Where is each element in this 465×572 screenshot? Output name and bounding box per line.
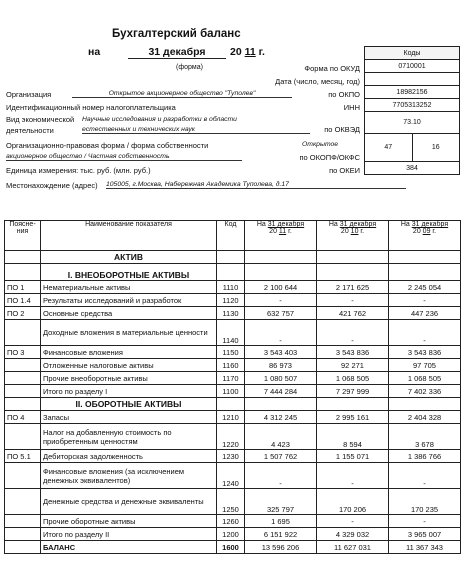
row-code: 1140 — [217, 320, 245, 346]
row-code: 1600 — [217, 541, 245, 554]
table-row — [5, 541, 461, 554]
opf-value-2: акционерное общество / Частная собственность — [6, 153, 242, 161]
table-row — [5, 359, 461, 372]
table-row — [5, 450, 461, 463]
row-value-2009: 447 236 — [389, 307, 461, 320]
section-1-heading: I. ВНЕОБОРОТНЫЕ АКТИВЫ — [41, 264, 217, 281]
row-value-2009: 2 404 328 — [389, 411, 461, 424]
row-code: 1150 — [217, 346, 245, 359]
row-note: ПО 3 — [5, 346, 41, 359]
row-value-2011: - — [245, 294, 317, 307]
row-name: Итого по разделу I — [41, 385, 217, 398]
table-row — [5, 463, 461, 489]
row-value-2010: 3 543 836 — [317, 346, 389, 359]
row-value-2009: 3 678 — [389, 424, 461, 450]
row-value-2010: - — [317, 463, 389, 489]
okopf-okfs-cell — [365, 134, 460, 162]
row-value-2011: 4 423 — [245, 424, 317, 450]
okved-label: по ОКВЭД — [324, 125, 360, 134]
row-code: 1200 — [217, 528, 245, 541]
row-note — [5, 359, 41, 372]
forma-caption: (форма) — [176, 64, 203, 71]
section-2-heading: II. ОБОРОТНЫЕ АКТИВЫ — [41, 398, 217, 411]
row-name: Доходные вложения в материальные ценности — [41, 320, 217, 346]
row-note: ПО 4 — [5, 411, 41, 424]
activity-value-1: Научные исследования и разработки в области — [82, 116, 237, 123]
row-value-2010: 2 995 161 — [317, 411, 389, 424]
table-row — [5, 489, 461, 515]
row-value-2010: 2 171 625 — [317, 281, 389, 294]
row-note — [5, 385, 41, 398]
date-label: Дата (число, месяц, год) — [275, 77, 360, 86]
row-note: ПО 1.4 — [5, 294, 41, 307]
okei-value: 384 — [365, 162, 460, 175]
row-value-2011: 3 543 403 — [245, 346, 317, 359]
codes-header: Коды — [365, 47, 460, 60]
address-value: 105005, г.Москва, Набережная Академика Туполева, д.17 — [106, 181, 406, 189]
row-code: 1250 — [217, 489, 245, 515]
row-code: 1160 — [217, 359, 245, 372]
row-code: 1130 — [217, 307, 245, 320]
table-row — [5, 424, 461, 450]
row-note — [5, 489, 41, 515]
row-name: Основные средства — [41, 307, 217, 320]
table-row — [5, 320, 461, 346]
row-value-2011: 1 695 — [245, 515, 317, 528]
okopf-value: 47 — [365, 134, 413, 161]
inn-label-right: ИНН — [343, 103, 360, 112]
date-prefix: на — [88, 46, 101, 58]
row-name: Денежные средства и денежные эквиваленты — [41, 489, 217, 515]
row-value-2011: 2 100 644 — [245, 281, 317, 294]
row-value-2009: 7 402 336 — [389, 385, 461, 398]
table-row — [5, 385, 461, 398]
okud-label: Форма по ОКУД — [304, 64, 360, 73]
row-value-2009: - — [389, 515, 461, 528]
address-label: Местонахождение (адрес) — [6, 181, 98, 190]
row-value-2010: - — [317, 294, 389, 307]
row-name: Налог на добавленную стоимость по приобретенным ценностям — [41, 424, 217, 450]
col-period-1: На 31 декабря 20 11 г. — [245, 221, 317, 251]
row-name: Прочие внеоборотные активы — [41, 372, 217, 385]
row-name: Отложенные налоговые активы — [41, 359, 217, 372]
row-value-2010: 421 762 — [317, 307, 389, 320]
table-row — [5, 307, 461, 320]
row-value-2011: 1 080 507 — [245, 372, 317, 385]
row-value-2009: 1 386 766 — [389, 450, 461, 463]
row-name: Прочие оборотные активы — [41, 515, 217, 528]
row-name: Дебиторская задолженность — [41, 450, 217, 463]
okpo-value: 18982156 — [365, 86, 460, 99]
row-value-2010: 1 155 071 — [317, 450, 389, 463]
row-code: 1170 — [217, 372, 245, 385]
okud-value: 0710001 — [365, 60, 460, 73]
org-label: Организация — [6, 90, 52, 99]
row-value-2009: 11 367 343 — [389, 541, 461, 554]
unit-label: Единица измерения: тыс. руб. (млн. руб.) — [6, 166, 151, 175]
row-value-2010: 170 206 — [317, 489, 389, 515]
row-name: Нематериальные активы — [41, 281, 217, 294]
year-suffix: 11 — [244, 46, 256, 58]
row-value-2011: 4 312 245 — [245, 411, 317, 424]
row-value-2011: 632 757 — [245, 307, 317, 320]
table-row — [5, 281, 461, 294]
row-code: 1120 — [217, 294, 245, 307]
row-value-2010: 8 594 — [317, 424, 389, 450]
row-value-2009: - — [389, 294, 461, 307]
opf-value-1: Открытое — [302, 141, 339, 148]
row-value-2009: 97 705 — [389, 359, 461, 372]
row-value-2011: - — [245, 463, 317, 489]
org-value: Открытое акционерное общество "Туполев" — [72, 90, 292, 98]
col-period-3: На 31 декабря 20 09 г. — [389, 221, 461, 251]
activity-label-1: Вид экономической — [6, 115, 75, 124]
okei-label: по ОКЕИ — [329, 166, 360, 175]
row-value-2011: 7 444 284 — [245, 385, 317, 398]
row-note — [5, 320, 41, 346]
col-code: Код — [217, 221, 245, 251]
codes-box — [364, 46, 460, 175]
row-note: ПО 5.1 — [5, 450, 41, 463]
row-value-2010: 92 271 — [317, 359, 389, 372]
aktiv-heading: АКТИВ — [41, 251, 217, 264]
row-value-2010: 11 627 031 — [317, 541, 389, 554]
row-code: 1260 — [217, 515, 245, 528]
row-note — [5, 528, 41, 541]
row-value-2010: - — [317, 320, 389, 346]
row-value-2009: - — [389, 320, 461, 346]
row-value-2011: 86 973 — [245, 359, 317, 372]
row-value-2011: 1 507 762 — [245, 450, 317, 463]
col-name: Наименование показателя — [41, 221, 217, 251]
date-value — [365, 73, 460, 86]
row-value-2009: - — [389, 463, 461, 489]
row-name: Запасы — [41, 411, 217, 424]
row-note — [5, 515, 41, 528]
row-note — [5, 463, 41, 489]
report-year — [230, 46, 265, 58]
row-name: Результаты исследований и разработок — [41, 294, 217, 307]
row-name: БАЛАНС — [41, 541, 217, 554]
table-row — [5, 411, 461, 424]
document-title: Бухгалтерский баланс — [112, 28, 241, 40]
report-date: 31 декабря — [128, 46, 226, 59]
row-value-2009: 170 235 — [389, 489, 461, 515]
row-value-2010: 7 297 999 — [317, 385, 389, 398]
row-value-2011: 6 151 922 — [245, 528, 317, 541]
opf-label: Организационно-правовая форма / форма собственности — [6, 141, 209, 150]
okopf-okfs-label: по ОКОПФ/ОКФС — [299, 153, 360, 162]
row-code: 1100 — [217, 385, 245, 398]
row-name: Финансовые вложения — [41, 346, 217, 359]
table-row — [5, 346, 461, 359]
year-g: г. — [258, 46, 265, 58]
row-value-2009: 3 965 007 — [389, 528, 461, 541]
row-note: ПО 1 — [5, 281, 41, 294]
row-code: 1110 — [217, 281, 245, 294]
row-value-2009: 1 068 505 — [389, 372, 461, 385]
row-note — [5, 424, 41, 450]
row-code: 1210 — [217, 411, 245, 424]
row-note: ПО 2 — [5, 307, 41, 320]
row-value-2011: - — [245, 320, 317, 346]
okfs-value: 16 — [431, 144, 440, 151]
table-row — [5, 515, 461, 528]
row-value-2009: 2 245 054 — [389, 281, 461, 294]
col-note: Поясне-ния — [5, 221, 41, 251]
row-value-2011: 325 797 — [245, 489, 317, 515]
row-name: Итого по разделу II — [41, 528, 217, 541]
row-note — [5, 541, 41, 554]
row-value-2011: 13 596 206 — [245, 541, 317, 554]
inn-label: Идентификационный номер налогоплательщика — [6, 103, 176, 112]
row-code: 1240 — [217, 463, 245, 489]
activity-value-2: естественных и технических наук — [82, 126, 310, 134]
row-value-2010: 4 329 032 — [317, 528, 389, 541]
row-note — [5, 372, 41, 385]
year-prefix: 20 — [230, 46, 242, 58]
table-row — [5, 294, 461, 307]
col-period-2: На 31 декабря 20 10 г. — [317, 221, 389, 251]
row-name: Финансовые вложения (за исключением денежных эквивалентов) — [41, 463, 217, 489]
row-value-2009: 3 543 836 — [389, 346, 461, 359]
okved-value: 73.10 — [365, 112, 460, 134]
row-code: 1220 — [217, 424, 245, 450]
table-row — [5, 372, 461, 385]
table-row — [5, 528, 461, 541]
activity-label-2: деятельности — [6, 126, 54, 135]
okpo-label: по ОКПО — [328, 90, 360, 99]
balance-table — [4, 220, 461, 554]
row-code: 1230 — [217, 450, 245, 463]
row-value-2010: - — [317, 515, 389, 528]
inn-value: 7705313252 — [365, 99, 460, 112]
row-value-2010: 1 068 505 — [317, 372, 389, 385]
